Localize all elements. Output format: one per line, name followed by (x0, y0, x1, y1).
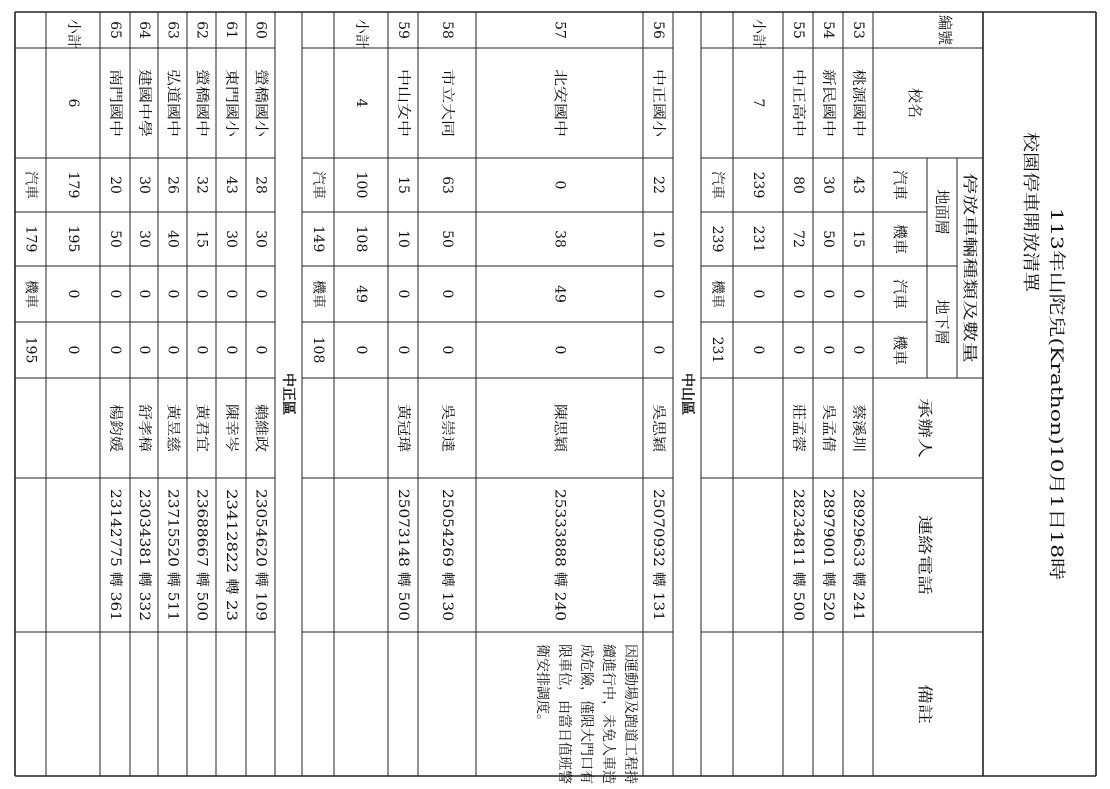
contact-person: 陳思穎 (551, 404, 568, 446)
total-car-label: 汽車 (22, 171, 39, 199)
subtotal-school-count: 6 (65, 98, 81, 108)
contact-person: 吳崇達 (439, 404, 455, 446)
contact-phone: 25333888 轉 240 (551, 489, 568, 610)
subtotal-underground-car: 0 (65, 289, 81, 299)
ground-car-count: 20 (107, 176, 123, 194)
ground-moto-count: 50 (439, 230, 455, 248)
ground-car-count: 32 (193, 176, 210, 194)
row-number: 63 (164, 21, 181, 39)
school-name: 北安國中 (551, 69, 568, 125)
contact-person: 楊鈞媛 (107, 404, 123, 446)
total-car-value: 179 (22, 225, 39, 253)
contact-phone: 25073148 轉 500 (395, 489, 411, 610)
underground-car-count: 0 (650, 289, 666, 299)
header-contact-person: 承辦人 (916, 398, 934, 444)
subtotal-ground-moto: 231 (750, 225, 766, 253)
contact-person: 莊孟蓉 (790, 404, 806, 446)
underground-car-count: 0 (193, 289, 210, 299)
table-text (23, 15, 1068, 784)
ground-car-count: 28 (252, 176, 269, 194)
underground-car-count: 0 (136, 289, 152, 299)
ground-moto-count: 15 (850, 230, 866, 248)
contact-phone: 25054269 轉 130 (439, 489, 455, 610)
school-name: 市立大同 (439, 69, 455, 125)
contact-person: 吳思穎 (650, 404, 666, 446)
contact-phone: 23412822 轉 23 (223, 489, 239, 601)
contact-person: 黃冠瑋 (395, 404, 411, 446)
row-number: 59 (395, 21, 411, 39)
subtotal-ground-moto: 108 (353, 225, 369, 253)
underground-car-count: 0 (439, 289, 455, 299)
ground-car-count: 22 (650, 176, 666, 194)
school-name: 南門國中 (107, 69, 123, 125)
total-car-value: 149 (310, 225, 326, 253)
contact-phone: 23142775 轉 361 (107, 489, 123, 610)
underground-car-count: 0 (850, 289, 866, 299)
school-name: 新民國中 (820, 69, 836, 125)
subtotal-ground-car: 100 (353, 171, 369, 199)
underground-moto-count: 0 (790, 345, 806, 355)
underground-car-count: 0 (107, 289, 123, 299)
row-number: 61 (223, 21, 239, 39)
row-number: 58 (439, 21, 455, 39)
total-car-label: 汽車 (310, 171, 326, 199)
remark-text: 因運動場及跑道工程持續進行中，未免人車造成危險，僅限大門口有限車位，由當日值班警衛安排調度。 (534, 644, 638, 784)
underground-car-count: 0 (223, 289, 239, 299)
subtotal-school-count: 7 (750, 98, 766, 108)
underground-moto-count: 0 (164, 345, 181, 355)
row-number: 64 (136, 21, 152, 39)
total-car-value: 239 (709, 225, 725, 253)
contact-person: 舒孝樟 (136, 404, 152, 446)
ground-moto-count: 15 (193, 230, 210, 248)
underground-moto-count: 0 (395, 345, 411, 355)
underground-moto-count: 0 (439, 345, 455, 355)
header-underground-car: 汽車 (891, 278, 909, 310)
ground-car-count: 0 (551, 180, 568, 190)
ground-moto-count: 30 (223, 230, 239, 248)
contact-phone: 25070932 轉 131 (650, 489, 666, 610)
row-number: 62 (193, 21, 210, 39)
school-name: 螢橋國中 (193, 69, 210, 125)
underground-car-count: 0 (164, 289, 181, 299)
row-number: 55 (790, 21, 806, 39)
row-number: 53 (850, 21, 866, 39)
header-remark: 備註 (916, 684, 934, 715)
ground-moto-count: 10 (650, 230, 666, 248)
underground-car-count: 0 (252, 289, 269, 299)
school-name: 中正高中 (790, 69, 806, 125)
underground-moto-count: 0 (193, 345, 210, 355)
underground-moto-count: 0 (820, 345, 836, 355)
contact-person: 陳幸岑 (223, 404, 239, 446)
school-name: 東門國小 (223, 69, 239, 125)
underground-moto-count: 0 (252, 345, 269, 355)
contact-phone: 23034381 轉 332 (136, 489, 152, 610)
subtotal-ground-moto: 195 (65, 225, 81, 253)
school-name: 桃源國中 (850, 69, 866, 125)
underground-moto-count: 0 (850, 345, 866, 355)
header-phone: 連絡電話 (916, 515, 934, 576)
underground-car-count: 0 (395, 289, 411, 299)
underground-moto-count: 0 (551, 345, 568, 355)
ground-car-count: 43 (223, 176, 239, 194)
school-name: 中正國小 (650, 69, 666, 125)
subtotal-underground-car: 49 (353, 285, 369, 303)
document-subtitle: 校園停車開放清單 (1020, 132, 1040, 268)
contact-phone: 28929633 轉 241 (850, 489, 866, 610)
header-underground-moto: 機車 (891, 334, 909, 366)
contact-phone: 28979001 轉 520 (820, 489, 836, 610)
underground-moto-count: 0 (136, 345, 152, 355)
row-number: 60 (252, 21, 269, 39)
total-car-label: 汽車 (709, 171, 725, 199)
contact-phone: 23715520 轉 511 (164, 489, 181, 610)
contact-phone: 23688667 轉 500 (193, 489, 210, 610)
row-number: 54 (820, 21, 836, 39)
total-moto-label: 機車 (709, 280, 725, 308)
subtotal-underground-moto: 0 (353, 345, 369, 355)
row-number: 57 (551, 21, 568, 39)
ground-moto-count: 10 (395, 230, 411, 248)
subtotal-label: 小計 (353, 19, 369, 47)
subtotal-underground-moto: 0 (65, 345, 81, 355)
school-name: 弘道國中 (164, 69, 181, 125)
row-number: 65 (107, 21, 123, 39)
underground-moto-count: 0 (223, 345, 239, 355)
ground-moto-count: 50 (820, 230, 836, 248)
header-underground: 地下層 (933, 299, 951, 345)
total-moto-value: 108 (310, 336, 326, 364)
contact-person: 黃君宜 (193, 404, 210, 446)
header-parking-group: 停放車輛種類及數量 (961, 173, 979, 309)
ground-car-count: 30 (820, 176, 836, 194)
total-moto-label: 機車 (310, 280, 326, 308)
subtotal-label: 小計 (65, 19, 81, 47)
school-name: 螢橋國小 (252, 69, 269, 125)
ground-moto-count: 40 (164, 230, 181, 248)
ground-moto-count: 50 (107, 230, 123, 248)
total-moto-value: 195 (22, 336, 39, 364)
header-ground-car: 汽車 (891, 169, 909, 201)
contact-person: 蔡溪圳 (850, 404, 866, 446)
ground-car-count: 30 (136, 176, 152, 194)
ground-car-count: 43 (850, 176, 866, 194)
ground-car-count: 26 (164, 176, 181, 194)
subtotal-ground-car: 239 (750, 171, 766, 199)
contact-person: 賴維政 (252, 404, 269, 446)
ground-car-count: 15 (395, 176, 411, 194)
ground-car-count: 63 (439, 176, 455, 194)
ground-car-count: 80 (790, 176, 806, 194)
subtotal-label: 小計 (750, 19, 766, 47)
total-moto-label: 機車 (22, 280, 39, 308)
document-title: 113年山陀兒(Krathon)10月1日18時 (1046, 208, 1066, 497)
contact-phone: 28234811 轉 500 (790, 489, 806, 610)
school-name: 中山女中 (395, 69, 411, 125)
school-name: 建國中學 (136, 69, 152, 125)
header-ground: 地面層 (933, 189, 951, 235)
ground-moto-count: 72 (790, 230, 806, 248)
header-ground-moto: 機車 (891, 223, 909, 255)
header-no: 編號 (936, 14, 954, 46)
contact-person: 吳孟倩 (820, 404, 836, 446)
contact-phone: 23054620 轉 109 (252, 489, 269, 610)
ground-moto-count: 30 (136, 230, 152, 248)
subtotal-school-count: 4 (353, 98, 369, 108)
underground-moto-count: 0 (107, 345, 123, 355)
ground-moto-count: 30 (252, 230, 269, 248)
underground-moto-count: 0 (650, 345, 666, 355)
underground-car-count: 0 (790, 289, 806, 299)
subtotal-underground-moto: 0 (750, 345, 766, 355)
contact-person: 黃昱慈 (164, 404, 181, 446)
subtotal-underground-car: 0 (750, 289, 766, 299)
underground-car-count: 0 (820, 289, 836, 299)
underground-car-count: 49 (551, 285, 568, 303)
row-number: 56 (650, 21, 666, 39)
district-label-zhongzheng: 中正區 (280, 373, 296, 415)
total-moto-value: 231 (709, 336, 725, 364)
ground-moto-count: 38 (551, 230, 568, 248)
header-school: 校名 (906, 87, 924, 119)
district-label-zhongshan: 中山區 (679, 373, 695, 415)
subtotal-ground-car: 179 (65, 171, 81, 199)
